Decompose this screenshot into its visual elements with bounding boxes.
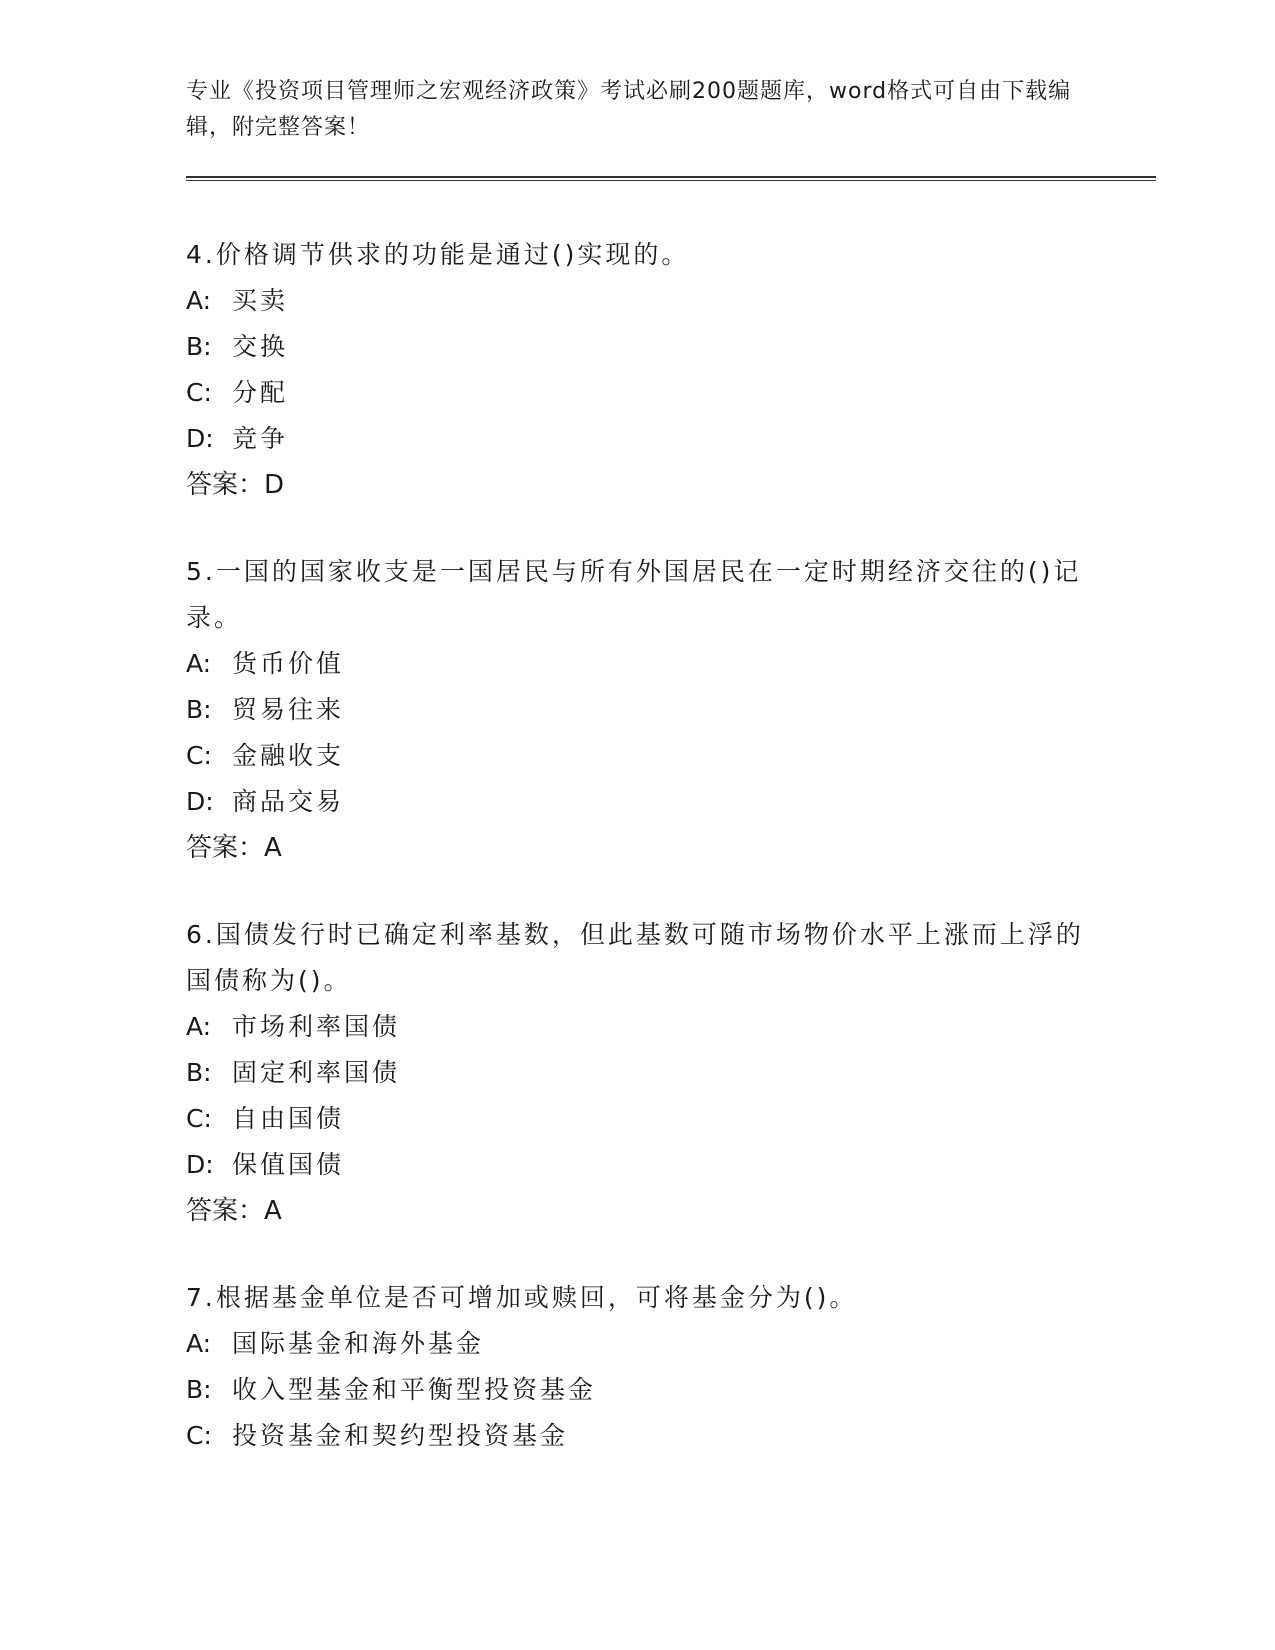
- option-label: C:: [186, 378, 212, 407]
- question-item: [186, 1275, 1086, 1459]
- option-d: [186, 779, 1086, 825]
- option-text: 交换: [232, 332, 289, 361]
- option-label: D:: [186, 1150, 214, 1179]
- option-label: B:: [186, 1375, 212, 1404]
- question-item: [186, 549, 1086, 871]
- option-label: A:: [186, 1329, 212, 1358]
- option-b: [186, 1050, 1086, 1096]
- option-d: [186, 416, 1086, 462]
- question-item: [186, 232, 1086, 508]
- option-b: [186, 1367, 1086, 1413]
- option-text: 保值国债: [232, 1150, 345, 1179]
- question-text: 5.一国的国家收支是一国居民与所有外国居民在一定时期经济交往的()记录。: [186, 557, 1082, 632]
- option-label: C:: [186, 741, 212, 770]
- option-a: [186, 641, 1086, 687]
- option-b: [186, 324, 1086, 370]
- option-text: 竞争: [232, 424, 289, 453]
- question-text: 4.价格调节供求的功能是通过()实现的。: [186, 240, 690, 269]
- option-text: 固定利率国债: [232, 1058, 401, 1087]
- option-a: [186, 278, 1086, 324]
- option-label: A:: [186, 1012, 212, 1041]
- option-label: B:: [186, 1058, 212, 1087]
- option-c: [186, 733, 1086, 779]
- document-intro: 专业《投资项目管理师之宏观经济政策》考试必刷200题题库，word格式可自由下载编辑，附完整答案！: [186, 79, 1072, 140]
- option-d: [186, 1142, 1086, 1188]
- option-label: D:: [186, 424, 214, 453]
- question-item: [186, 912, 1086, 1234]
- option-label: A:: [186, 649, 212, 678]
- answer-text: 答案：A: [186, 833, 282, 863]
- option-text: 投资基金和契约型投资基金: [232, 1421, 569, 1450]
- document-page: [186, 0, 1156, 1650]
- option-text: 货币价值: [232, 649, 345, 678]
- option-c: [186, 1413, 1086, 1459]
- option-text: 金融收支: [232, 741, 345, 770]
- answer-text: 答案：A: [186, 1196, 282, 1226]
- option-label: A:: [186, 286, 212, 315]
- option-label: C:: [186, 1104, 212, 1133]
- answer-text: 答案：D: [186, 470, 285, 500]
- option-text: 收入型基金和平衡型投资基金: [232, 1375, 597, 1404]
- option-text: 市场利率国债: [232, 1012, 401, 1041]
- option-text: 贸易往来: [232, 695, 345, 724]
- option-c: [186, 1096, 1086, 1142]
- option-label: B:: [186, 695, 212, 724]
- option-c: [186, 370, 1086, 416]
- option-a: [186, 1321, 1086, 1367]
- option-text: 商品交易: [232, 787, 345, 816]
- question-text: 6.国债发行时已确定利率基数，但此基数可随市场物价水平上涨而上浮的国债称为()。: [186, 920, 1084, 995]
- option-text: 自由国债: [232, 1104, 345, 1133]
- option-text: 国际基金和海外基金: [232, 1329, 485, 1358]
- option-label: D:: [186, 787, 214, 816]
- question-list: [186, 232, 1086, 1500]
- header-divider: [186, 176, 1156, 181]
- option-text: 分配: [232, 378, 289, 407]
- option-text: 买卖: [232, 286, 289, 315]
- option-label: C:: [186, 1421, 212, 1450]
- option-label: B:: [186, 332, 212, 361]
- question-text: 7.根据基金单位是否可增加或赎回，可将基金分为()。: [186, 1283, 858, 1312]
- option-a: [186, 1004, 1086, 1050]
- option-b: [186, 687, 1086, 733]
